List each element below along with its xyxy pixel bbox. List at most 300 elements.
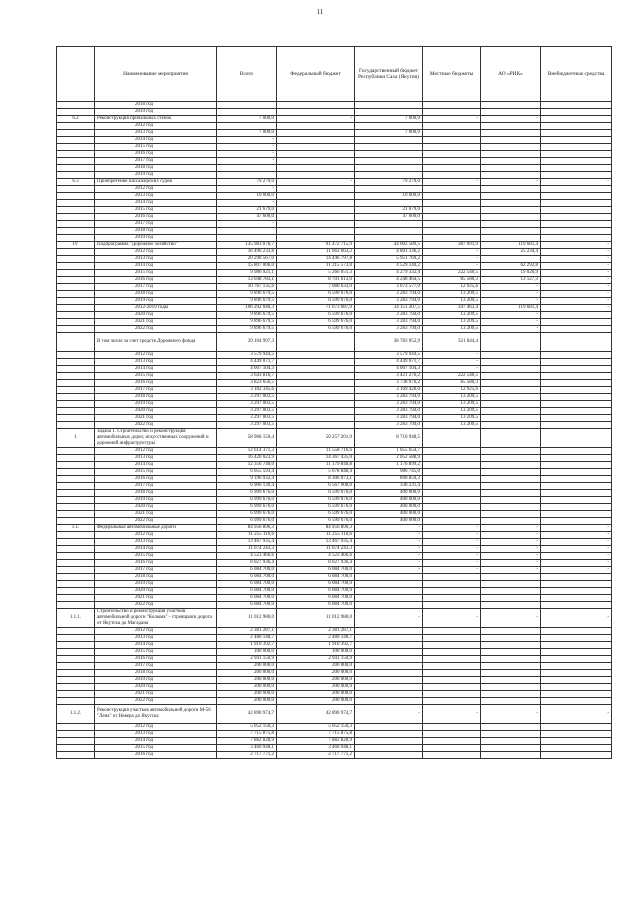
cell-total: 6 999 676,0 [217, 511, 277, 518]
row-name: 2019 год [95, 298, 217, 305]
table-row [57, 649, 612, 656]
cell-total: 16 490 233,8 [217, 249, 277, 256]
table-row [57, 305, 612, 312]
cell-total: 6 084 700,0 [217, 567, 277, 574]
cell-rik: - [481, 291, 541, 298]
page-number: 11 [316, 8, 324, 16]
cell-rik [481, 214, 541, 221]
row-name: 2013 год [95, 193, 217, 200]
cell-federal: 8 027 936,4 [277, 560, 355, 567]
table-row [57, 628, 612, 635]
cell-federal: 6 084 700,0 [277, 567, 355, 574]
cell-rik [481, 102, 541, 109]
table-row [57, 352, 612, 359]
cell-republic [355, 595, 423, 602]
row-index [57, 490, 95, 497]
cell-extrabudget [541, 200, 612, 207]
cell-total: 42 890 974,7 [217, 705, 277, 724]
cell-extrabudget [541, 476, 612, 483]
cell-total: 47 600,0 [217, 214, 277, 221]
cell-local [423, 490, 481, 497]
cell-extrabudget [541, 165, 612, 172]
cell-federal: 200 000,0 [277, 670, 355, 677]
table-row [57, 705, 612, 724]
cell-republic: 1 055 654,7 [355, 448, 423, 455]
cell-total: 9 986 921,1 [217, 270, 277, 277]
cell-rik [481, 490, 541, 497]
cell-republic [355, 752, 423, 759]
table-row [57, 635, 612, 642]
cell-rik: - [481, 298, 541, 305]
cell-local: - [423, 525, 481, 532]
cell-federal: 6 599 676,0 [277, 511, 355, 518]
cell-republic: 400 000,0 [355, 497, 423, 504]
cell-republic: 4 529 140,2 [355, 263, 423, 270]
cell-total: 84 956 896,3 [217, 525, 277, 532]
row-index [57, 214, 95, 221]
table-row [57, 102, 612, 109]
cell-federal: 6 599 676,0 [277, 490, 355, 497]
row-name: 2019 год [95, 109, 217, 116]
table-row [57, 123, 612, 130]
table-row [57, 263, 612, 270]
cell-extrabudget [541, 366, 612, 373]
row-index [57, 532, 95, 539]
cell-total: 200 000,0 [217, 684, 277, 691]
cell-local: 85 580,3 [423, 277, 481, 284]
table-row [57, 298, 612, 305]
cell-local [423, 469, 481, 476]
cell-federal: 6 599 676,0 [277, 504, 355, 511]
cell-republic [355, 677, 423, 684]
cell-total: 2 480 148,7 [217, 635, 277, 642]
row-index: 6.2 [57, 116, 95, 123]
cell-total: 3 823 656,5 [217, 380, 277, 387]
cell-federal: 14 367 435,0 [277, 455, 355, 462]
row-name: 2020 год [95, 684, 217, 691]
cell-local [423, 228, 481, 235]
cell-rik [481, 165, 541, 172]
table-row [57, 144, 612, 151]
cell-local: 321 044,4 [423, 333, 481, 352]
table-row [57, 214, 612, 221]
cell-republic [355, 656, 423, 663]
row-name: 2013 год [95, 130, 217, 137]
cell-total: - [217, 151, 277, 158]
row-index [57, 581, 95, 588]
cell-republic: 7 000,0 [355, 116, 423, 123]
cell-local: - [423, 567, 481, 574]
cell-republic [355, 684, 423, 691]
cell-local: - [423, 532, 481, 539]
cell-rik [481, 595, 541, 602]
cell-rik [481, 649, 541, 656]
cell-local [423, 137, 481, 144]
cell-republic: 3 673 577,0 [355, 284, 423, 291]
row-index [57, 373, 95, 380]
cell-federal: 1 910 392,7 [277, 642, 355, 649]
cell-rik [481, 137, 541, 144]
cell-rik [481, 469, 541, 476]
cell-total: 2 717 771,2 [217, 752, 277, 759]
cell-total: 12 356 740,0 [217, 462, 277, 469]
cell-republic: 4 279 332,4 [355, 270, 423, 277]
cell-republic [355, 221, 423, 228]
row-name: Строительство и реконструкция участков автомобильной дороги "Колыма" - строящаяся дорога от Якутска до Магадана [95, 609, 217, 628]
row-name: 2022 год [95, 602, 217, 609]
cell-republic: 34 151 207,5 [355, 305, 423, 312]
cell-republic [355, 123, 423, 130]
cell-federal: 11 558 716,6 [277, 448, 355, 455]
row-index [57, 123, 95, 130]
row-name: 2021 год [95, 319, 217, 326]
cell-extrabudget [541, 137, 612, 144]
cell-extrabudget [541, 698, 612, 705]
row-name: 2019 год [95, 401, 217, 408]
cell-total: 3 297 003,5 [217, 415, 277, 422]
row-index [57, 228, 95, 235]
cell-total: 6 999 676,0 [217, 497, 277, 504]
cell-local [423, 649, 481, 656]
row-name: 2016 год [95, 476, 217, 483]
cell-local [423, 511, 481, 518]
cell-total: 15 807 006,0 [217, 263, 277, 270]
cell-local: 13 209,5 [423, 326, 481, 333]
cell-federal [277, 193, 355, 200]
cell-extrabudget: - [541, 256, 612, 263]
table-row [57, 116, 612, 123]
cell-rik [481, 359, 541, 366]
cell-federal [277, 228, 355, 235]
cell-extrabudget: - [541, 546, 612, 553]
row-name: 2018 год [95, 102, 217, 109]
row-index [57, 387, 95, 394]
cell-republic: 400 000,0 [355, 504, 423, 511]
cell-total: 7 000,0 [217, 116, 277, 123]
cell-local: - [423, 560, 481, 567]
cell-rik: - [481, 326, 541, 333]
row-index [57, 291, 95, 298]
row-name: 2014 год [95, 546, 217, 553]
cell-local [423, 602, 481, 609]
header-extrabudget: Внебюджетные средства [541, 47, 612, 102]
cell-total [217, 109, 277, 116]
cell-total: 6 084 700,0 [217, 581, 277, 588]
cell-rik [481, 408, 541, 415]
header-local: Местные бюджеты [423, 47, 481, 102]
cell-total: 21 679,0 [217, 207, 277, 214]
cell-total: 13 048 783,1 [217, 277, 277, 284]
row-index [57, 546, 95, 553]
cell-republic: - [355, 546, 423, 553]
cell-federal: 5 078 848,4 [277, 469, 355, 476]
row-index [57, 731, 95, 738]
row-name: 2017 год [95, 284, 217, 291]
cell-rik [481, 394, 541, 401]
cell-republic: - [355, 567, 423, 574]
cell-extrabudget [541, 628, 612, 635]
cell-rik [481, 731, 541, 738]
table-row [57, 387, 612, 394]
cell-extrabudget [541, 172, 612, 179]
row-index [57, 144, 95, 151]
cell-rik [481, 698, 541, 705]
cell-republic: 3 283 794,0 [355, 298, 423, 305]
row-index [57, 277, 95, 284]
cell-federal [277, 109, 355, 116]
cell-total: 11 012 980,0 [217, 609, 277, 628]
cell-total: 3 460 948,1 [217, 745, 277, 752]
cell-extrabudget: - [541, 532, 612, 539]
cell-total: 10 767 135,6 [217, 284, 277, 291]
row-name: Задача 1. Строительство и реконструкция автомобильных дорог, искусственных сооружений и дорожной инфраструктуры [95, 429, 217, 448]
cell-republic: - [355, 560, 423, 567]
table-row [57, 560, 612, 567]
cell-total: 12 614 371,3 [217, 448, 277, 455]
cell-federal [277, 137, 355, 144]
cell-rik: - [481, 179, 541, 186]
cell-extrabudget [541, 144, 612, 151]
table-row [57, 609, 612, 628]
cell-republic: 44 002 589,5 [355, 242, 423, 249]
cell-local: 13 209,5 [423, 401, 481, 408]
cell-local: 85 580,3 [423, 380, 481, 387]
cell-extrabudget [541, 745, 612, 752]
table-row [57, 738, 612, 745]
cell-republic: 47 600,0 [355, 214, 423, 221]
row-name: 2013 год [95, 359, 217, 366]
cell-rik: 119 681,4 [481, 305, 541, 312]
cell-local [423, 504, 481, 511]
row-name: 2017 год [95, 663, 217, 670]
cell-rik [481, 366, 541, 373]
row-name: 2018 год [95, 490, 217, 497]
cell-local: - [423, 179, 481, 186]
row-name: 2018 год [95, 228, 217, 235]
cell-republic [355, 172, 423, 179]
row-index [57, 298, 95, 305]
cell-republic: 79 279,0 [355, 179, 423, 186]
cell-republic [355, 649, 423, 656]
cell-local: - [423, 116, 481, 123]
cell-extrabudget [541, 102, 612, 109]
row-index [57, 137, 95, 144]
cell-federal: 11 215 573,0 [277, 263, 355, 270]
cell-extrabudget [541, 186, 612, 193]
table-row [57, 518, 612, 525]
row-name: 2018 год [95, 165, 217, 172]
cell-federal: 6 599 676,0 [277, 298, 355, 305]
cell-extrabudget [541, 649, 612, 656]
table-row [57, 422, 612, 429]
table-row [57, 455, 612, 462]
table-row [57, 656, 612, 663]
table-row [57, 642, 612, 649]
cell-total: 106 292 040,3 [217, 305, 277, 312]
table-row [57, 249, 612, 256]
cell-republic [355, 691, 423, 698]
cell-rik [481, 144, 541, 151]
table-row [57, 172, 612, 179]
cell-total: - [217, 221, 277, 228]
row-name: 2014 год [95, 200, 217, 207]
cell-federal: 84 956 896,3 [277, 525, 355, 532]
cell-local [423, 731, 481, 738]
cell-republic: 3 579 944,5 [355, 352, 423, 359]
cell-total: 5 052 150,3 [217, 724, 277, 731]
cell-total: 6 084 700,0 [217, 574, 277, 581]
cell-extrabudget [541, 312, 612, 319]
cell-republic: 338 231,4 [355, 483, 423, 490]
row-name: 2013 год [95, 539, 217, 546]
row-index [57, 270, 95, 277]
row-name: 2016 год [95, 214, 217, 221]
cell-republic: 10 000,0 [355, 193, 423, 200]
row-index: 1.1. [57, 525, 95, 532]
row-index [57, 738, 95, 745]
cell-republic [355, 628, 423, 635]
cell-local [423, 745, 481, 752]
cell-republic: 3 169 420,0 [355, 387, 423, 394]
table-row [57, 359, 612, 366]
cell-extrabudget [541, 130, 612, 137]
table-row [57, 130, 612, 137]
cell-total: 11 255 116,6 [217, 532, 277, 539]
row-name: 2012 год [95, 724, 217, 731]
row-name: 2014 год [95, 366, 217, 373]
row-name: 2013 год [95, 256, 217, 263]
cell-total: - [217, 144, 277, 151]
cell-total: 7 882 828,9 [217, 738, 277, 745]
cell-local: 13 209,5 [423, 408, 481, 415]
row-name: 2015 год [95, 270, 217, 277]
cell-extrabudget [541, 581, 612, 588]
table-row [57, 581, 612, 588]
row-name: 2016 год [95, 277, 217, 284]
cell-federal: 14 446 797,8 [277, 256, 355, 263]
cell-total: 13 467 935,4 [217, 539, 277, 546]
row-name: 2018 год [95, 574, 217, 581]
row-index [57, 352, 95, 359]
cell-republic: 2 052 588,9 [355, 455, 423, 462]
cell-local [423, 130, 481, 137]
cell-federal: 7 080 633,0 [277, 284, 355, 291]
table-row [57, 151, 612, 158]
cell-republic [355, 581, 423, 588]
cell-local [423, 193, 481, 200]
cell-federal [277, 102, 355, 109]
row-name: 2020 год [95, 504, 217, 511]
row-name: 2015 год [95, 469, 217, 476]
budget-table [56, 46, 612, 759]
row-index [57, 724, 95, 731]
cell-local [423, 221, 481, 228]
row-name: 2016 год [95, 656, 217, 663]
cell-local: - [423, 263, 481, 270]
row-name: Подпрограмма "Дорожное хозяйство" [95, 242, 217, 249]
table-row [57, 319, 612, 326]
cell-rik [481, 684, 541, 691]
cell-local [423, 724, 481, 731]
cell-local [423, 698, 481, 705]
table-row [57, 588, 612, 595]
cell-local: 347 463,4 [423, 305, 481, 312]
cell-total: 3 297 003,5 [217, 422, 277, 429]
table-row [57, 158, 612, 165]
row-index [57, 102, 95, 109]
table-row [57, 366, 612, 373]
cell-republic: 21 679,0 [355, 207, 423, 214]
table-row [57, 745, 612, 752]
cell-extrabudget: - [541, 249, 612, 256]
cell-rik: - [481, 532, 541, 539]
cell-extrabudget [541, 207, 612, 214]
cell-local [423, 656, 481, 663]
cell-federal [277, 373, 355, 380]
cell-extrabudget [541, 415, 612, 422]
table-row [57, 574, 612, 581]
cell-total [217, 165, 277, 172]
cell-rik [481, 151, 541, 158]
cell-federal: 6 567 908,0 [277, 483, 355, 490]
row-index [57, 256, 95, 263]
cell-federal: 6 084 700,0 [277, 588, 355, 595]
cell-rik [481, 221, 541, 228]
row-name: 2012 год [95, 532, 217, 539]
cell-extrabudget [541, 455, 612, 462]
cell-local [423, 448, 481, 455]
cell-local [423, 581, 481, 588]
cell-total: 135 983 078,7 [217, 242, 277, 249]
table-row [57, 221, 612, 228]
header-index [57, 47, 95, 102]
row-index: 1.1.1. [57, 609, 95, 628]
cell-local [423, 684, 481, 691]
cell-federal: 200 000,0 [277, 663, 355, 670]
cell-total: 6 055 593,4 [217, 469, 277, 476]
cell-rik [481, 642, 541, 649]
cell-republic: - [355, 609, 423, 628]
cell-rik [481, 462, 541, 469]
row-index [57, 380, 95, 387]
cell-federal: 200 000,0 [277, 677, 355, 684]
cell-extrabudget [541, 333, 612, 352]
cell-rik [481, 663, 541, 670]
cell-federal: 7 882 828,9 [277, 738, 355, 745]
cell-local: 387 091,9 [423, 242, 481, 249]
cell-local: 222 540,5 [423, 270, 481, 277]
row-name: 2012 год [95, 123, 217, 130]
cell-rik [481, 581, 541, 588]
cell-extrabudget [541, 635, 612, 642]
row-index [57, 207, 95, 214]
cell-total: 3 579 944,5 [217, 352, 277, 359]
cell-republic [355, 144, 423, 151]
cell-federal [277, 214, 355, 221]
cell-extrabudget [541, 588, 612, 595]
cell-local [423, 738, 481, 745]
table-row [57, 752, 612, 759]
cell-local [423, 102, 481, 109]
row-index [57, 130, 95, 137]
cell-federal: 6 599 676,0 [277, 497, 355, 504]
cell-republic [355, 731, 423, 738]
cell-federal: 91 472 715,9 [277, 242, 355, 249]
cell-republic: - [355, 539, 423, 546]
cell-total: 4 007 104,3 [217, 366, 277, 373]
cell-federal [277, 352, 355, 359]
cell-extrabudget: - [541, 567, 612, 574]
